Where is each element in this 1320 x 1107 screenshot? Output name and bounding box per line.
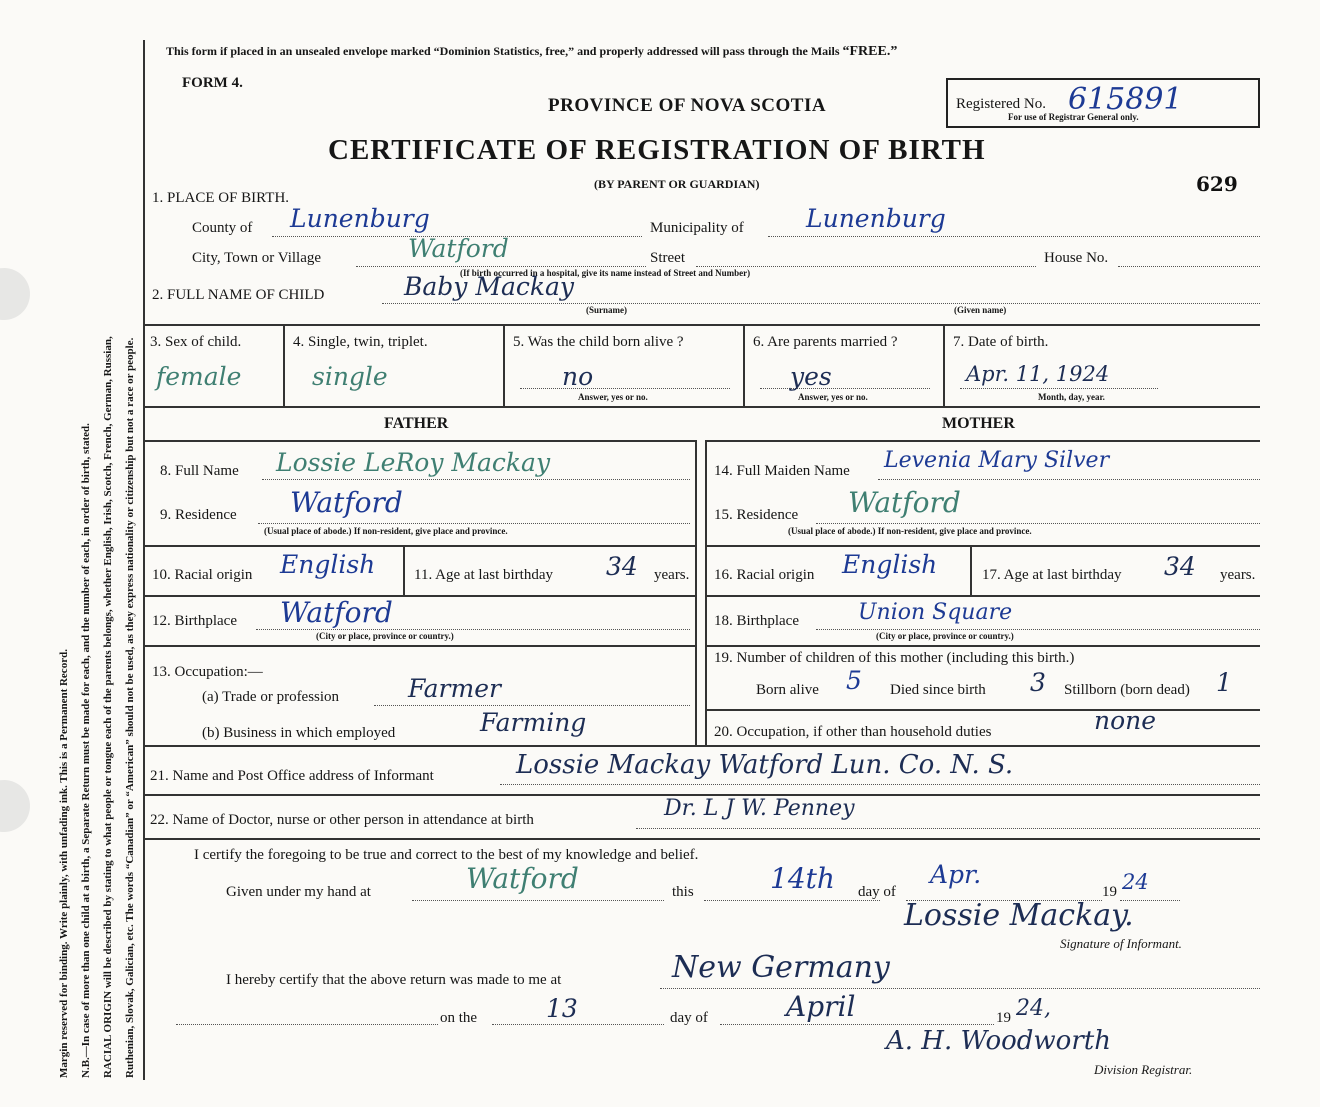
place-of-birth-label: 1. PLACE OF BIRTH. (152, 190, 290, 206)
registrar-year-prefix: 19 (996, 1010, 1011, 1026)
father-birthplace-note: (City or place, province or country.) (316, 631, 454, 641)
registrar-statement: I hereby certify that the above return was made to me at (226, 972, 562, 988)
sex-label: 3. Sex of child. (150, 334, 242, 350)
child-name-label: 2. FULL NAME OF CHILD (152, 287, 325, 303)
father-racial-label: 10. Racial origin (152, 567, 253, 583)
father-business-value: Farming (480, 708, 587, 737)
certification-statement: I certify the foregoing to be true and correct to the best of my knowledge and belief. (194, 847, 699, 863)
certification-year-prefix: 19 (1102, 884, 1117, 900)
dob-label: 7. Date of birth. (953, 334, 1049, 350)
municipality-value: Lunenburg (806, 204, 946, 233)
side-note: RACIAL ORIGIN will be described by stating to what people or tongue each of the parents belongs, whether English, Irish, Scotch, French, German, Russian, (102, 336, 114, 1078)
father-name-value: Lossie LeRoy Mackay (276, 448, 551, 477)
mother-occupation-value: none (1094, 706, 1157, 735)
registered-box (946, 78, 1260, 128)
certification-day: 14th (770, 862, 835, 895)
side-note: Ruthenian, Slovak, Galician, etc. The words “Canadian” or “American” should not be used, as they express nationality or citizenship but not a race or people. (124, 337, 136, 1078)
father-trade-value: Farmer (408, 674, 501, 703)
binding-hole (0, 780, 30, 832)
registrar-place: New Germany (672, 950, 890, 985)
father-racial-value: English (280, 550, 376, 579)
doctor-label: 22. Name of Doctor, nurse or other person in attendance at birth (150, 812, 534, 828)
registrar-on-label: on the (440, 1010, 478, 1026)
registered-note: For use of Registrar General only. (1008, 112, 1139, 122)
married-question: 6. Are parents married ? (753, 334, 898, 350)
mother-racial-value: English (842, 550, 938, 579)
province-heading: PROVINCE OF NOVA SCOTIA (548, 95, 827, 116)
born-alive-answer: no (562, 362, 594, 391)
father-occupation-label: 13. Occupation:— (152, 664, 263, 680)
father-age-unit: years. (654, 567, 690, 583)
dob-value: Apr. 11, 1924 (966, 362, 1110, 386)
mother-occupation-label: 20. Occupation, if other than household duties (714, 724, 992, 740)
side-note: N.B.—In case of more than one child at a birth, a Separate Return must be made for each, and the number of each, in order of birth, stated. (80, 423, 92, 1078)
hospital-note: (If birth occurred in a hospital, give its name instead of Street and Number) (460, 268, 751, 278)
father-header: FATHER (384, 415, 449, 432)
stillborn-count: 1 (1216, 668, 1232, 697)
registrar-day-of-label: day of (670, 1010, 708, 1026)
born-alive-label: Born alive (756, 682, 819, 698)
house-no-label: House No. (1044, 250, 1109, 266)
form-number: FORM 4. (182, 75, 243, 91)
certification-this-label: this (672, 884, 694, 900)
father-residence-label: 9. Residence (160, 507, 237, 523)
surname-note: (Surname) (586, 305, 627, 315)
given-under-label: Given under my hand at (226, 884, 371, 900)
given-name-note: (Given name) (954, 305, 1007, 315)
registered-label: Registered No. (956, 96, 1046, 112)
side-note: Margin reserved for binding. Write plainly, with unfading ink. This is a Permanent Record. (58, 649, 70, 1078)
mother-residence-value: Watford (848, 486, 961, 519)
mother-name-label: 14. Full Maiden Name (714, 463, 850, 479)
postal-notice: This form if placed in an unsealed envelope marked “Dominion Statistics, free,” and properly addressed will pass through the Mails “FREE.” (166, 44, 898, 59)
father-age-value: 34 (606, 552, 638, 581)
born-alive-note: Answer, yes or no. (578, 392, 648, 402)
father-residence-value: Watford (290, 486, 403, 519)
mother-birthplace-note: (City or place, province or country.) (876, 631, 1014, 641)
mother-age-value: 34 (1164, 552, 1196, 581)
county-value: Lunenburg (290, 204, 430, 233)
married-answer: yes (790, 362, 832, 391)
born-alive-question: 5. Was the child born alive ? (513, 334, 684, 350)
informant-value: Lossie Mackay Watford Lun. Co. N. S. (516, 750, 1014, 780)
mother-birthplace-value: Union Square (858, 600, 1013, 625)
father-birthplace-label: 12. Birthplace (152, 613, 237, 629)
county-label: County of (192, 220, 253, 236)
certification-month: Apr. (930, 860, 982, 889)
stillborn-label: Stillborn (born dead) (1064, 682, 1190, 698)
margin-rule (143, 40, 145, 1080)
registrar-day: 13 (546, 994, 578, 1023)
married-note: Answer, yes or no. (798, 392, 868, 402)
mother-header: MOTHER (942, 415, 1015, 432)
informant-signature: Lossie Mackay. (904, 898, 1134, 933)
born-alive-count: 5 (846, 666, 862, 695)
registrar-month: April (786, 990, 856, 1023)
certification-day-of-label: day of (858, 884, 896, 900)
mother-birthplace-label: 18. Birthplace (714, 613, 799, 629)
father-business-label: (b) Business in which employed (202, 725, 396, 741)
children-count-label: 19. Number of children of this mother (including this birth.) (714, 650, 1075, 666)
city-label: City, Town or Village (192, 250, 322, 266)
registered-number: 615891 (1068, 82, 1183, 117)
child-name-value: Baby Mackay (404, 272, 575, 301)
registrar-signature: A. H. Woodworth (886, 1026, 1111, 1056)
city-value: Watford (408, 234, 509, 263)
binding-hole (0, 268, 30, 320)
mother-age-label: 17. Age at last birthday (982, 567, 1122, 583)
mother-residence-note: (Usual place of abode.) If non-resident, give place and province. (788, 526, 1032, 536)
office-stamp: 629 (1196, 172, 1238, 196)
mother-age-unit: years. (1220, 567, 1256, 583)
street-label: Street (650, 250, 685, 266)
informant-signature-label: Signature of Informant. (1060, 936, 1182, 951)
dob-note: Month, day, year. (1038, 392, 1105, 402)
mother-racial-label: 16. Racial origin (714, 567, 815, 583)
doctor-value: Dr. L J W. Penney (664, 796, 855, 821)
mother-name-value: Levenia Mary Silver (884, 448, 1110, 473)
plurality-label: 4. Single, twin, triplet. (293, 334, 428, 350)
informant-label: 21. Name and Post Office address of Informant (150, 768, 434, 784)
page-title: CERTIFICATE OF REGISTRATION OF BIRTH (328, 134, 986, 166)
plurality-value: single (312, 362, 388, 391)
mother-residence-label: 15. Residence (714, 507, 799, 523)
father-name-label: 8. Full Name (160, 463, 239, 479)
certification-place: Watford (466, 862, 579, 895)
certification-year: 24 (1122, 870, 1149, 894)
municipality-label: Municipality of (650, 220, 744, 236)
father-residence-note: (Usual place of abode.) If non-resident, give place and province. (264, 526, 508, 536)
father-birthplace-value: Watford (280, 596, 393, 629)
father-age-label: 11. Age at last birthday (414, 567, 553, 583)
died-since-birth-label: Died since birth (890, 682, 986, 698)
sex-value: female (156, 362, 242, 391)
registrar-signature-label: Division Registrar. (1094, 1062, 1193, 1077)
registrar-year: 24, (1016, 996, 1051, 1021)
father-trade-label: (a) Trade or profession (202, 689, 340, 705)
page-subtitle: (BY PARENT OR GUARDIAN) (594, 177, 760, 191)
died-since-birth-count: 3 (1030, 668, 1046, 697)
